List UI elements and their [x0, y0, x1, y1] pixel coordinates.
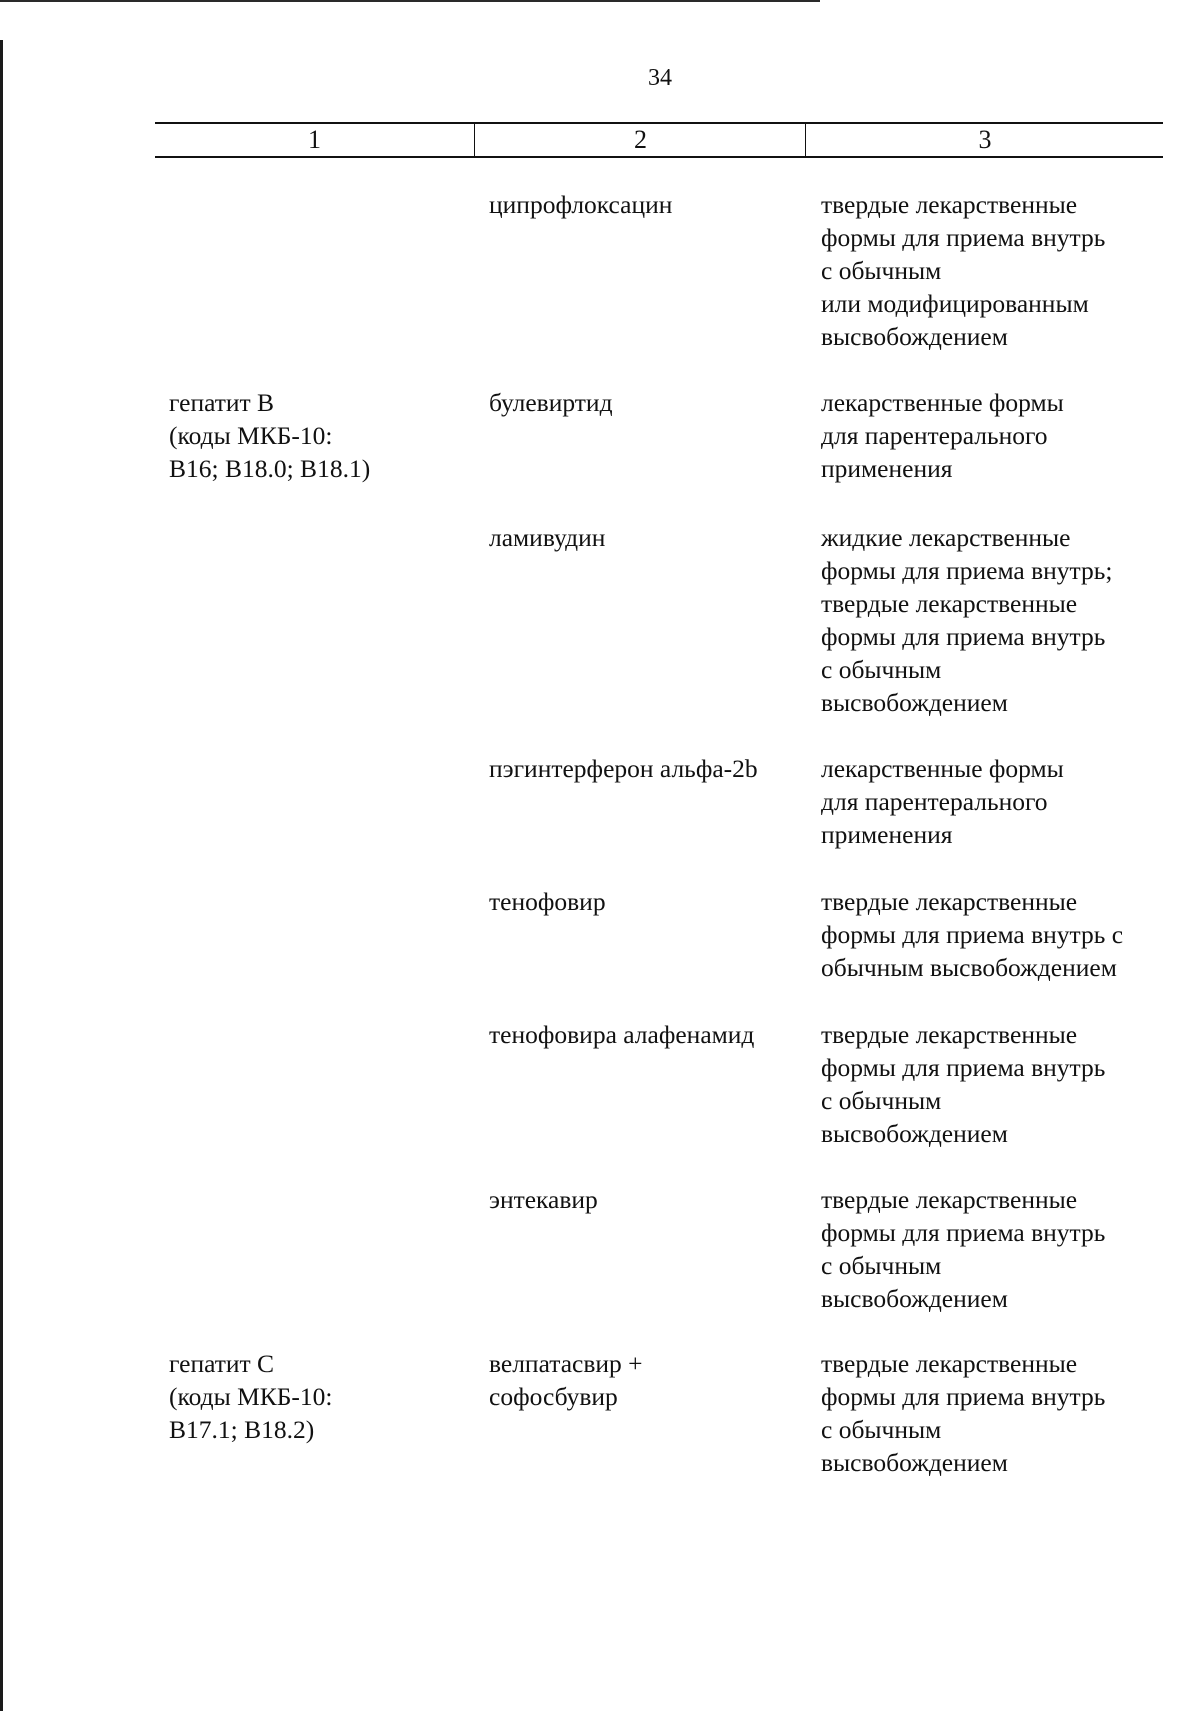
column-header-1: 1 [308, 125, 321, 154]
drug-line: тенофовира алафенамид [489, 1020, 755, 1049]
drug-cell [489, 752, 758, 785]
column-header-3: 3 [805, 124, 1164, 156]
form-line: высвобождением [821, 1284, 1008, 1313]
form-line: твердые лекарственные [821, 887, 1078, 916]
form-line: высвобождением [821, 322, 1008, 351]
dosage-form-cell [821, 752, 1064, 851]
drug-line: пэгинтерферон альфа-2b [489, 754, 758, 783]
disease-cell [169, 386, 370, 485]
scan-edge-top [0, 0, 820, 2]
form-line: твердые лекарственные [821, 1020, 1078, 1049]
dosage-form-cell [821, 885, 1123, 984]
disease-line: гепатит B [169, 388, 275, 417]
form-line: с обычным [821, 1415, 942, 1444]
form-line: твердые лекарственные [821, 1349, 1078, 1378]
form-line: высвобождением [821, 688, 1008, 717]
form-line: лекарственные формы [821, 754, 1064, 783]
drug-line: софосбувир [489, 1382, 618, 1411]
form-line: с обычным [821, 1086, 942, 1115]
page-number: 34 [648, 65, 672, 91]
drug-cell [489, 885, 606, 918]
dosage-form-cell [821, 1018, 1105, 1150]
form-line: высвобождением [821, 1448, 1008, 1477]
drug-cell [489, 1018, 754, 1051]
form-line: формы для приема внутрь [821, 223, 1106, 252]
form-line: формы для приема внутрь с [821, 920, 1124, 949]
drug-line: булевиртид [489, 388, 613, 417]
form-line: твердые лекарственные [821, 589, 1078, 618]
form-line: для парентерального [821, 787, 1048, 816]
form-line: формы для приема внутрь [821, 622, 1106, 651]
dosage-form-cell [821, 386, 1064, 485]
form-line: обычным высвобождением [821, 953, 1117, 982]
disease-line: гепатит C [169, 1349, 275, 1378]
form-line: с обычным [821, 256, 942, 285]
drug-cell [489, 1183, 598, 1216]
disease-line: (коды МКБ-10: [169, 1382, 333, 1411]
form-line: твердые лекарственные [821, 1185, 1078, 1214]
drug-line: ципрофлоксацин [489, 190, 673, 219]
drug-cell [489, 188, 672, 221]
form-line: лекарственные формы [821, 388, 1064, 417]
form-line: применения [821, 454, 953, 483]
form-line: формы для приема внутрь [821, 1053, 1106, 1082]
drug-line: энтекавир [489, 1185, 598, 1214]
form-line: формы для приема внутрь; [821, 556, 1113, 585]
dosage-form-cell [821, 1183, 1105, 1315]
drug-cell [489, 521, 605, 554]
dosage-form-cell [821, 1347, 1105, 1479]
form-line: формы для приема внутрь [821, 1382, 1106, 1411]
form-line: с обычным [821, 655, 942, 684]
form-line: применения [821, 820, 953, 849]
form-line: с обычным [821, 1251, 942, 1280]
form-line: твердые лекарственные [821, 190, 1078, 219]
drug-line: ламивудин [489, 523, 606, 552]
dosage-form-cell [821, 188, 1105, 353]
form-line: или модифицированным [821, 289, 1089, 318]
drug-line: велпатасвир + [489, 1349, 643, 1378]
disease-line: B16; B18.0; B18.1) [169, 454, 371, 483]
form-line: для парентерального [821, 421, 1048, 450]
drug-cell [489, 386, 613, 419]
form-line: жидкие лекарственные [821, 523, 1071, 552]
form-line: формы для приема внутрь [821, 1218, 1106, 1247]
drug-cell [489, 1347, 643, 1413]
form-line: высвобождением [821, 1119, 1008, 1148]
drug-line: тенофовир [489, 887, 606, 916]
disease-line: B17.1; B18.2) [169, 1415, 315, 1444]
scan-edge-left [0, 40, 3, 1711]
disease-line: (коды МКБ-10: [169, 421, 333, 450]
dosage-form-cell [821, 521, 1112, 719]
column-header-2: 2 [474, 124, 806, 156]
disease-cell [169, 1347, 332, 1446]
table-header [155, 122, 1163, 158]
